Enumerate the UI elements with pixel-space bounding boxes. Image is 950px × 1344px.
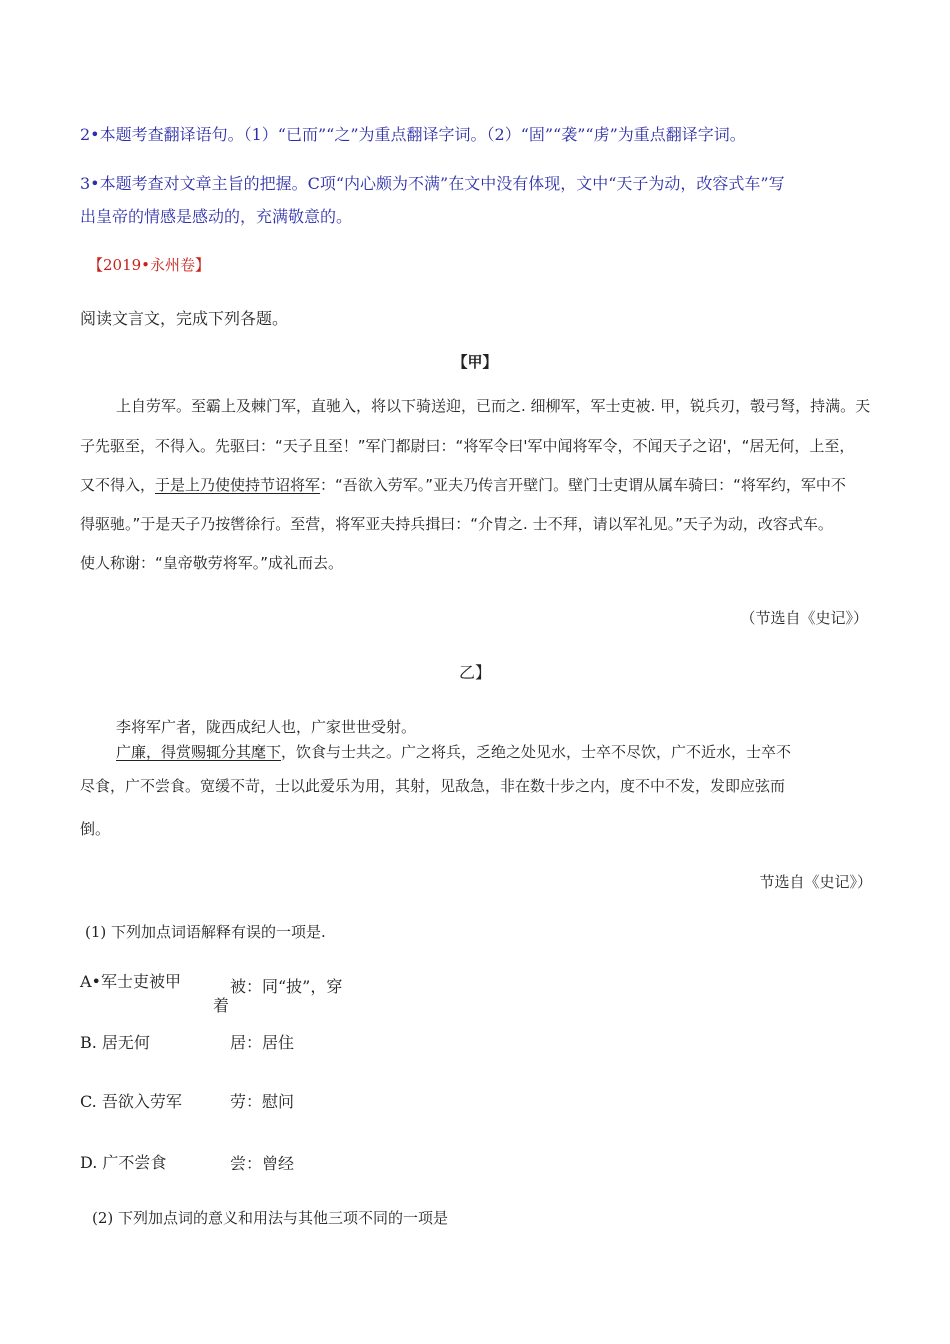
underlined-sentence-jia: 于是上乃使使持节诏将军: [155, 476, 321, 494]
option-c-label: C. 吾欲入劳军: [80, 1092, 182, 1111]
passage-yi-source: 节选自《史记》）: [759, 873, 872, 891]
option-d-label: D. 广不尝食: [80, 1153, 167, 1172]
option-a-gloss: 被：同“披”，穿: [230, 977, 343, 996]
question-1-prompt: (1) 下列加点词语解释有误的一项是.: [85, 923, 326, 941]
passage-jia-line: [80, 475, 846, 495]
instruction: 阅读文言文，完成下列各题。: [80, 309, 289, 328]
answer-3-line1: 3•本题考查对文章主旨的把握。C项“内心颇为不满”在文中没有体现，文中“天子为动，改容式车”写: [80, 174, 785, 193]
passage-yi-line2-post: ，饮食与士共之。广之将兵，乏绝之处见水，士卒不尽饮，广不近水，士卒不: [281, 743, 792, 761]
passage-yi-line: [116, 742, 791, 762]
passage-jia-line: 得驱驰。”于是天子乃按辔徐行。至营，将军亚夫持兵揖曰：“介胄之. 士不拜，请以军礼见。”天子为动，改容式车。: [80, 515, 833, 533]
option-b-gloss: 居：居住: [230, 1033, 295, 1052]
option-a-label: A•军士吏被甲: [80, 972, 181, 991]
passage-yi-heading: 乙】: [458, 663, 491, 682]
question-2-prompt: (2) 下列加点词的意义和用法与其他三项不同的一项是: [92, 1209, 449, 1227]
underlined-sentence-yi: 广廉，得赏赐辄分其麾下: [116, 743, 282, 761]
passage-jia-line3-post: ：“吾欲入劳军。”亚夫乃传言开壁门。壁门士吏谓从属车骑曰：“将军约，军中不: [320, 476, 846, 494]
passage-jia-line: 上自劳军。至霸上及棘门军，直驰入，将以下骑送迎，已而之. 细柳军，军士吏被. 甲，锐兵刃，彀弓弩，持满。天: [116, 397, 871, 415]
passage-yi-line: 李将军广者，陇西成纪人也，广家世世受射。: [116, 718, 417, 736]
answer-3-line2: 出皇帝的情感是感动的，充满敬意的。: [80, 207, 353, 226]
option-b-label: B. 居无何: [80, 1033, 150, 1052]
passage-yi-line: 倒。: [80, 820, 111, 838]
answer-2: 2•本题考查翻译语句。（1）“已而”“之”为重点翻译字词。（2）“固”“袭”“虏”为重点翻译字词。: [80, 125, 746, 144]
option-a-gloss-cont: 着: [213, 996, 230, 1015]
passage-jia-heading: 【甲】: [452, 353, 498, 371]
passage-jia-line3-pre: 又不得入，: [80, 476, 156, 494]
option-d-gloss: 尝：曾经: [230, 1154, 295, 1173]
passage-jia-line: 使人称谢：“皇帝敬劳将军。”成礼而去。: [80, 554, 344, 572]
section-tag: 【2019•永州卷】: [88, 256, 211, 274]
passage-jia-source: （节选自《史记》）: [740, 609, 868, 627]
option-c-gloss: 劳：慰问: [230, 1092, 295, 1111]
passage-yi-line: 尽食，广不尝食。宽缓不苛，士以此爱乐为用，其射，见敌急，非在数十步之内，度不中不发，发即应弦而: [80, 777, 786, 795]
passage-jia-line: 子先驱至，不得入。先驱曰：“天子且至！”军门都尉曰：“将军令曰'军中闻将军令，不闻天子之诏'，“居无何，上至，: [80, 437, 855, 455]
